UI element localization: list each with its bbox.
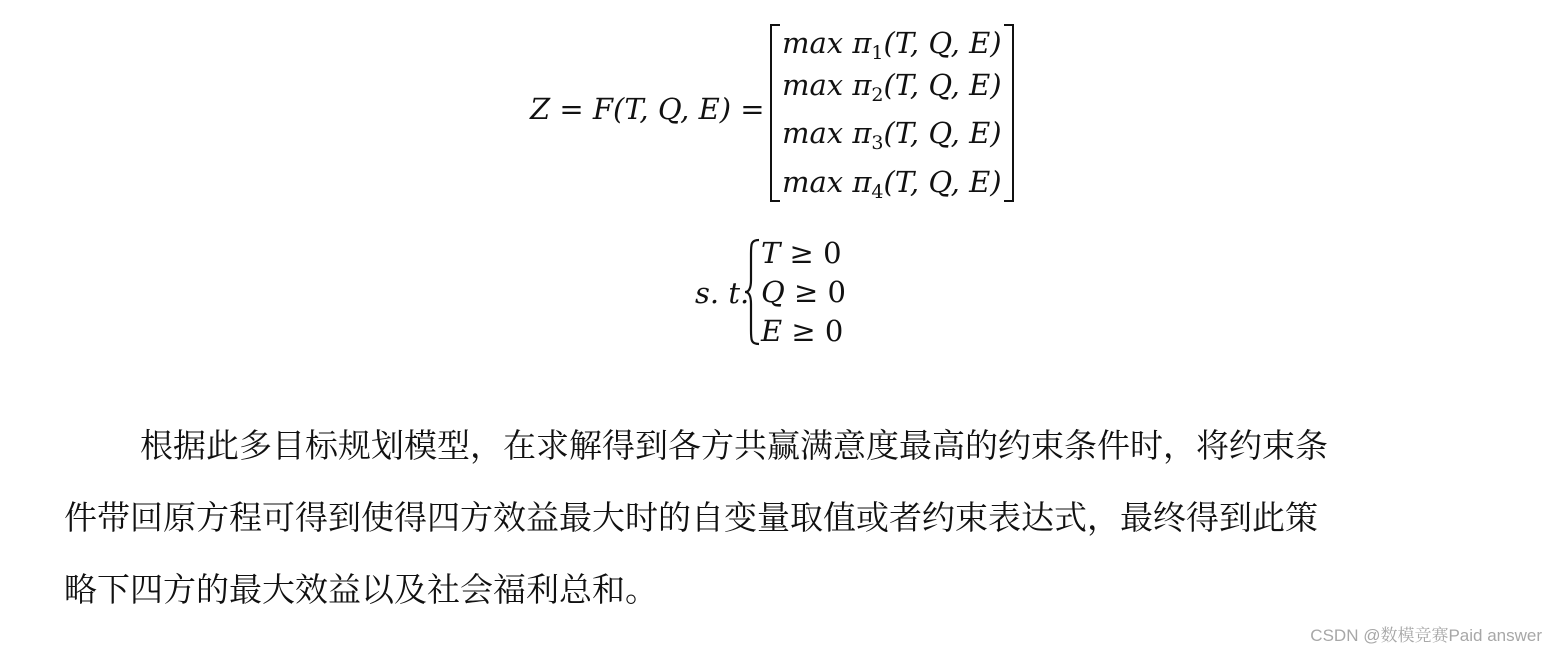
constraint-row-1: T ≥ 0 [761,236,842,270]
matrix-row-4: $\max \pi_4(T$, Q, E) [782,165,1002,203]
paragraph-line-1: 根据此多目标规划模型，在求解得到各方共赢满意度最高的约束条件时，将约束条 [140,426,1328,465]
right-bracket [1004,24,1014,202]
matrix-row-2: $\max \pi_2(T$, Q, E) [782,68,1002,106]
body-paragraph [64,410,1484,626]
objective-lhs: Z = F(T, Q, E) = [530,92,765,126]
paragraph-line-3: 略下四方的最大效益以及社会福利总和。 [64,570,658,609]
objective-equation [530,22,1030,202]
subject-to-label: s. t. [695,276,750,310]
left-bracket [770,24,780,202]
matrix-row-1: $\max \pi_1(T$, Q, E) [782,26,1002,64]
objective-matrix [770,22,1014,202]
matrix-row-3: $\max \pi_3(T$, Q, E) [782,116,1002,154]
watermark: CSDN @数模竞赛Paid answer [1310,626,1542,645]
left-brace [743,236,761,348]
constraint-row-3: E ≥ 0 [761,314,844,348]
paragraph-line-2: 件带回原方程可得到使得四方效益最大时的自变量取值或者约束表达式，最终得到此策 [64,498,1318,537]
constraint-equation [695,236,895,348]
constraint-row-2: Q ≥ 0 [761,275,846,309]
